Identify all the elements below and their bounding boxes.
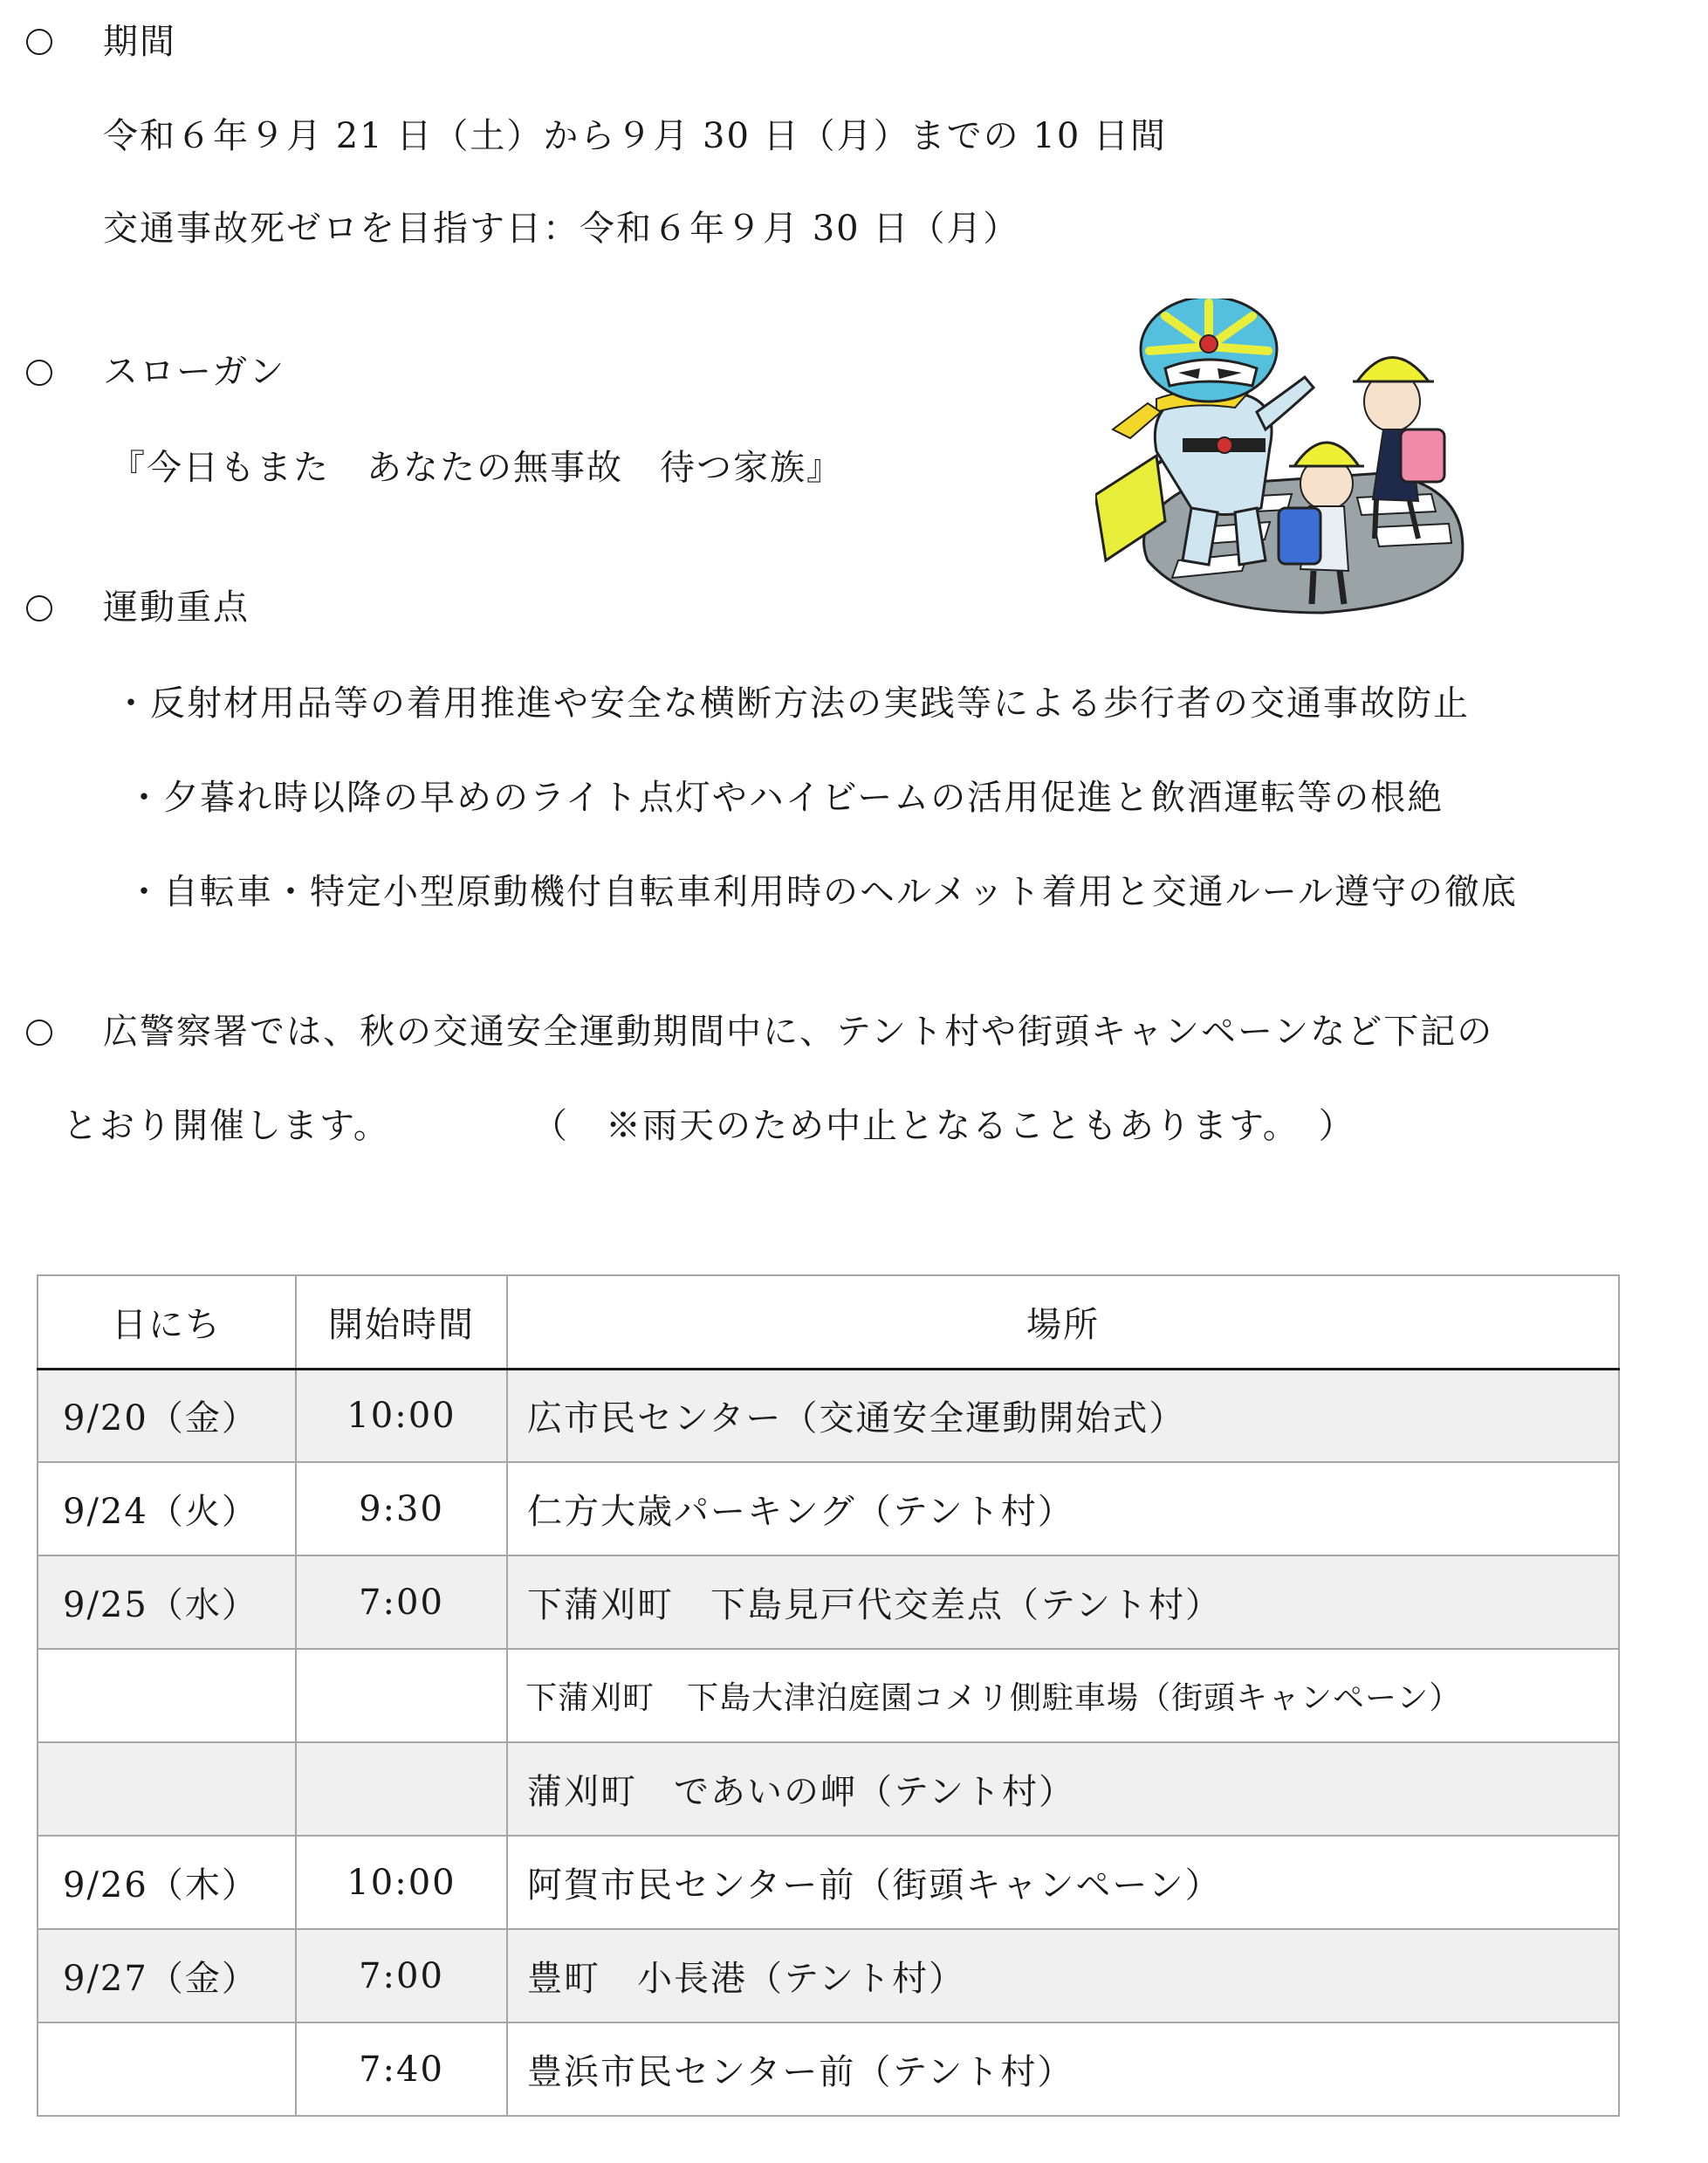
row-time <box>296 1742 507 1836</box>
table-row <box>38 1369 1619 1462</box>
row-place: 仁方大歳パーキング（テント村） <box>507 1462 1619 1555</box>
row-place: 広市民センター（交通安全運動開始式） <box>507 1369 1619 1462</box>
row-date: 9/24（火） <box>38 1462 296 1555</box>
table-row <box>38 1555 1619 1649</box>
row-time: 10:00 <box>296 1369 507 1462</box>
row-time: 7:00 <box>296 1555 507 1649</box>
row-time: 7:00 <box>296 1929 507 2022</box>
table-row <box>38 1836 1619 1929</box>
notice-line-1: 広警察署では、秋の交通安全運動期間中に、テント村や街頭キャンペーンなど下記の <box>103 1012 1494 1052</box>
row-time <box>296 1649 507 1742</box>
notice-line-2: とおり開催します。 <box>63 1106 390 1146</box>
row-time: 7:40 <box>296 2022 507 2116</box>
bullet-circle-icon <box>26 1020 52 1046</box>
table-row <box>38 1929 1619 2022</box>
row-date <box>38 1742 296 1836</box>
period-range: 令和６年９月 21 日（土）から９月 30 日（月）までの 10 日間 <box>103 116 1167 156</box>
bullet-circle-icon <box>26 595 52 621</box>
rain-cancellation-note: （ ※雨天のため中止となることもあります。 ） <box>532 1106 1355 1146</box>
mascot-crosswalk-illustration <box>1095 299 1479 621</box>
header-place: 場所 <box>507 1275 1619 1369</box>
table-header-row <box>38 1275 1619 1369</box>
row-time: 9:30 <box>296 1462 507 1555</box>
row-place: 阿賀市民センター前（街頭キャンペーン） <box>507 1836 1619 1929</box>
slogan-heading: スローガン <box>103 352 286 392</box>
row-date: 9/25（水） <box>38 1555 296 1649</box>
bullet-circle-icon <box>26 29 52 55</box>
focus-item: ・自転車・特定小型原動機付自転車利用時のヘルメット着用と交通ルール遵守の徹底 <box>127 872 1518 912</box>
period-heading: 期間 <box>103 22 176 62</box>
header-date: 日にち <box>38 1275 296 1369</box>
row-place: 下蒲刈町 下島見戸代交差点（テント村） <box>507 1555 1619 1649</box>
bullet-circle-icon <box>26 360 52 386</box>
focus-item: ・夕暮れ時以降の早めのライト点灯やハイビームの活用促進と飲酒運転等の根絶 <box>127 778 1444 818</box>
table-row <box>38 1649 1619 1742</box>
row-date <box>38 2022 296 2116</box>
row-date <box>38 1649 296 1742</box>
row-place: 豊浜市民センター前（テント村） <box>507 2022 1619 2116</box>
header-start-time: 開始時間 <box>296 1275 507 1369</box>
table-row <box>38 1462 1619 1555</box>
row-place: 蒲刈町 であいの岬（テント村） <box>507 1742 1619 1836</box>
table-row <box>38 1742 1619 1836</box>
row-date: 9/26（木） <box>38 1836 296 1929</box>
zero-accident-day: 交通事故死ゼロを目指す日：令和６年９月 30 日（月） <box>103 209 1020 249</box>
row-place: 下蒲刈町 下島大津泊庭園コメリ側駐車場（街頭キャンペーン） <box>507 1649 1619 1742</box>
focus-heading: 運動重点 <box>103 587 250 628</box>
row-place: 豊町 小長港（テント村） <box>507 1929 1619 2022</box>
row-date: 9/20（金） <box>38 1369 296 1462</box>
slogan-text: 『今日もまた あなたの無事故 待つ家族』 <box>110 448 843 488</box>
table-row <box>38 2022 1619 2116</box>
row-date: 9/27（金） <box>38 1929 296 2022</box>
focus-item: ・反射材用品等の着用推進や安全な横断方法の実践等による歩行者の交通事故防止 <box>113 683 1470 724</box>
row-time: 10:00 <box>296 1836 507 1929</box>
event-schedule-table <box>37 1274 1620 2117</box>
